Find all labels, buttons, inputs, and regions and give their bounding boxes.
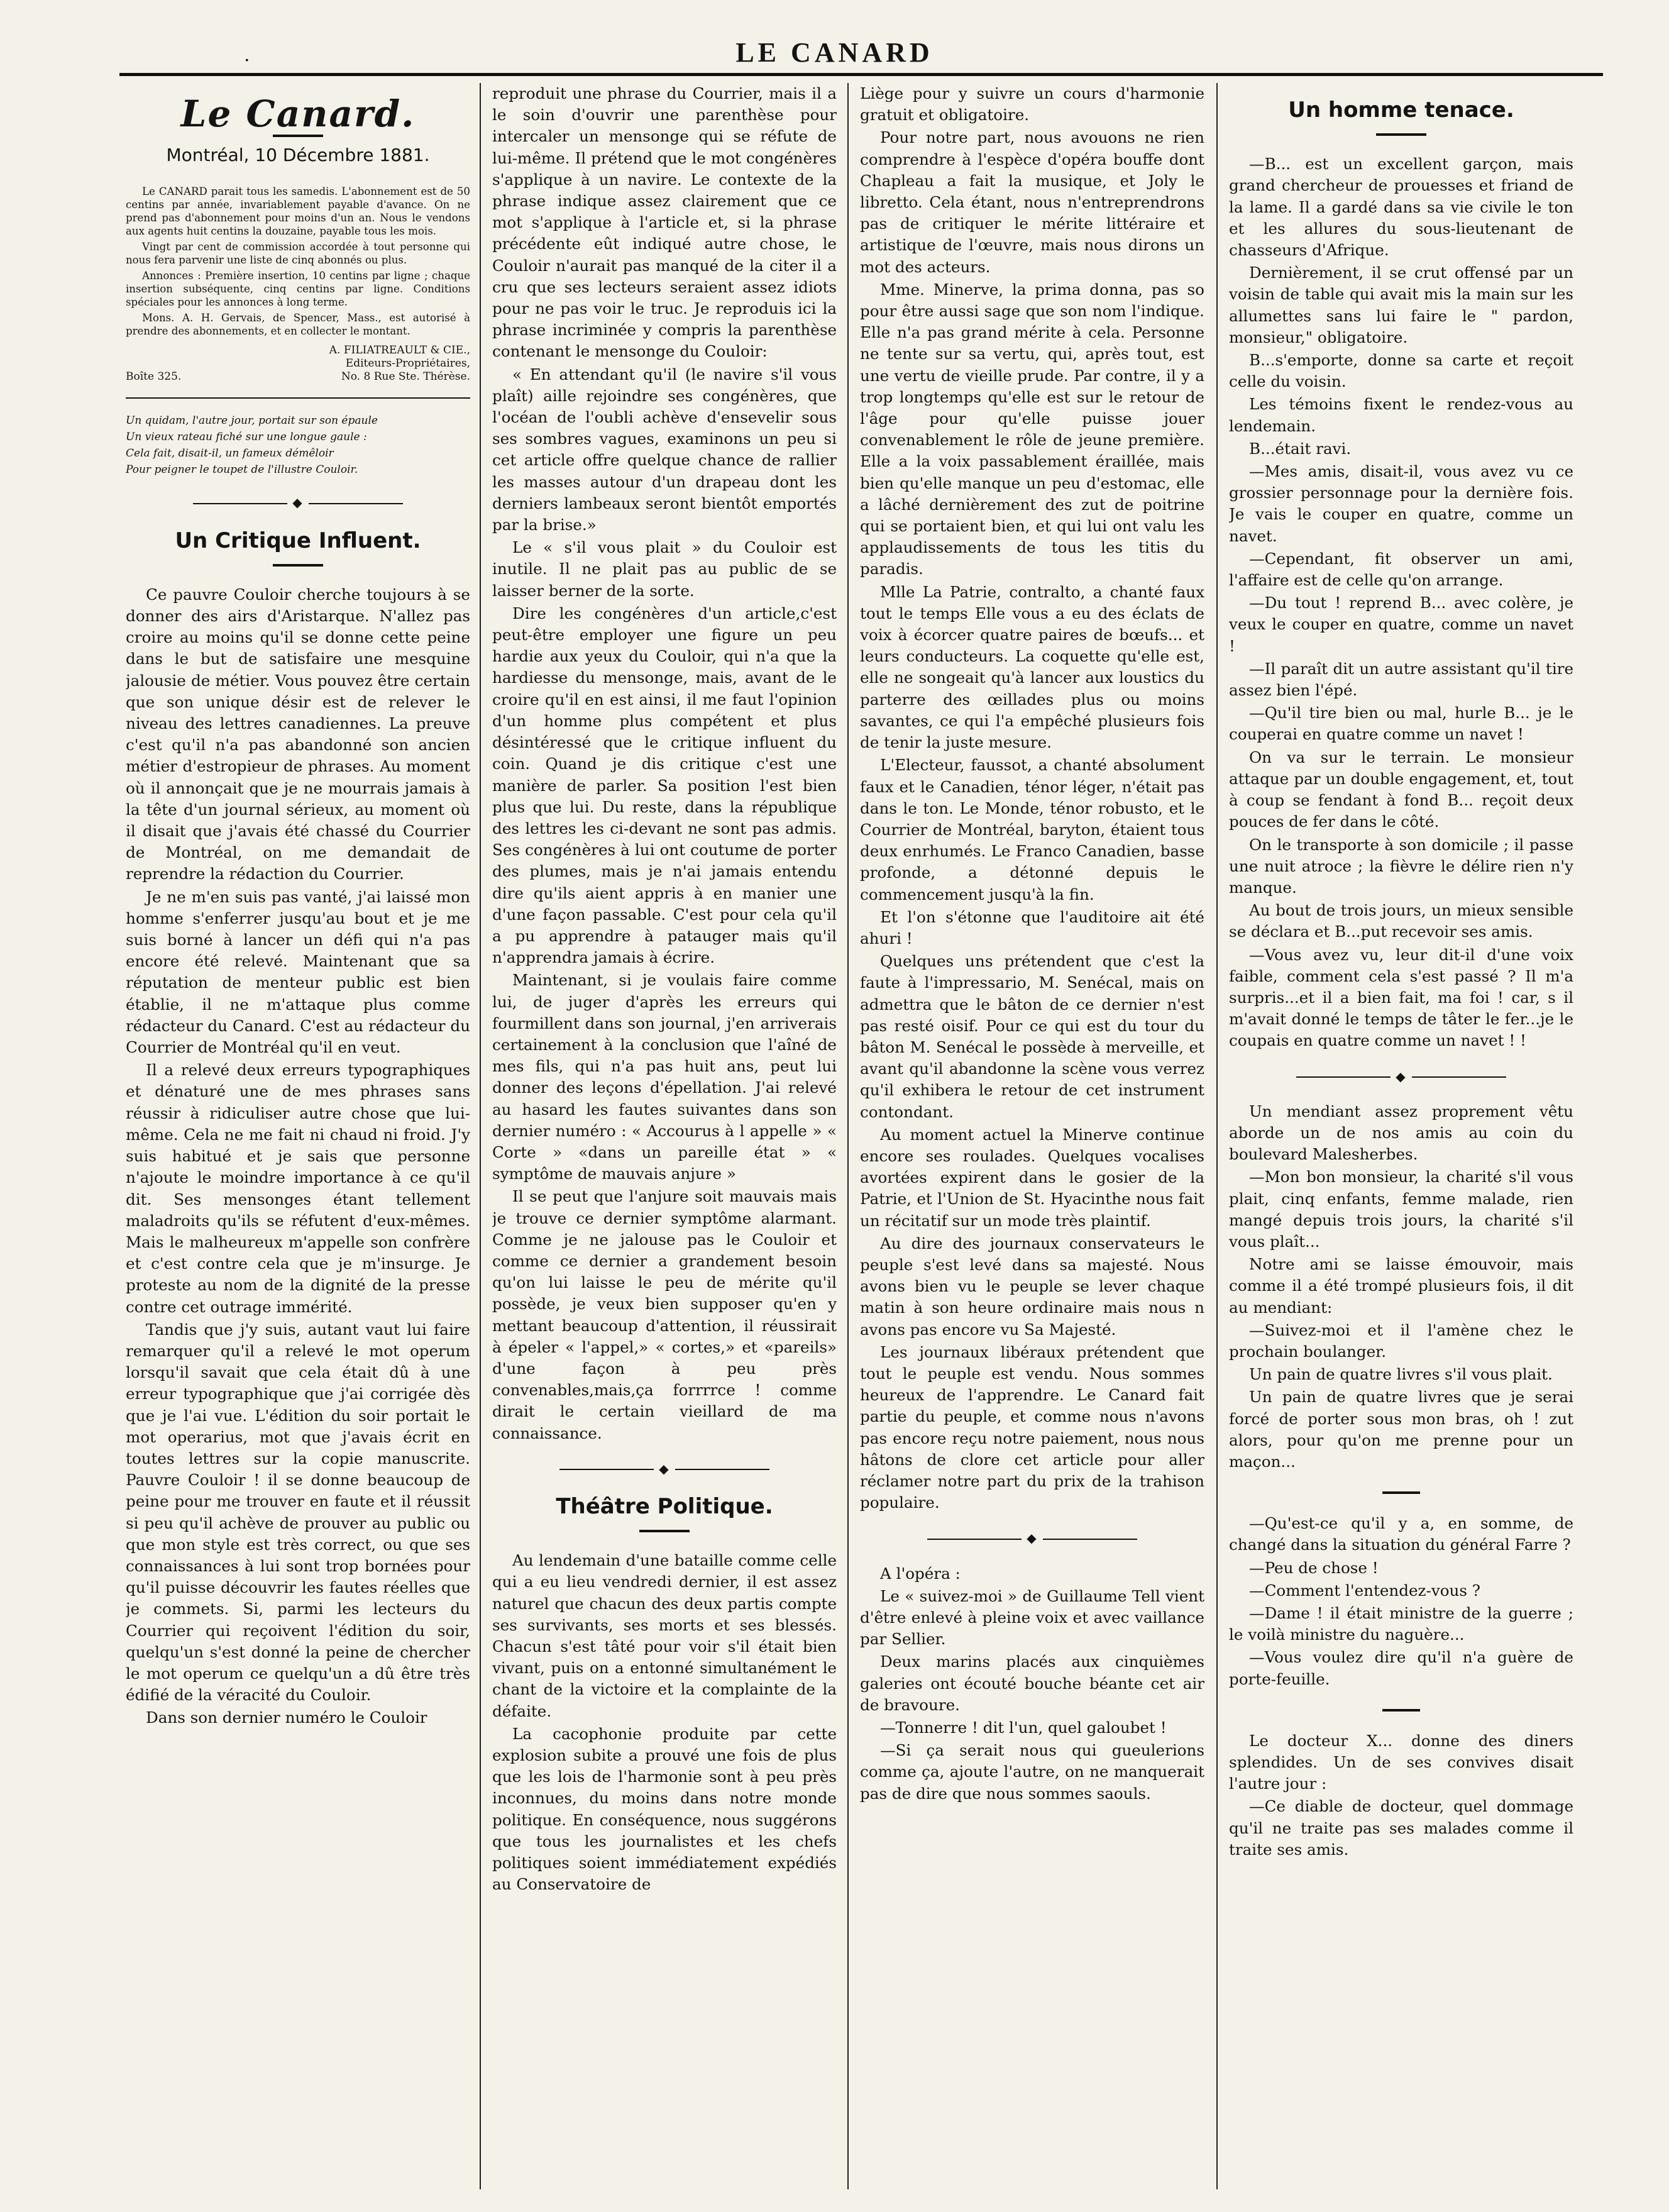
article-paragraph: Et l'on s'étonne que l'auditoire ait été ahuri ! bbox=[860, 907, 1204, 948]
article-paragraph: Le docteur X... donne des diners splendides. Un de ses convives disait l'autre jour : bbox=[1229, 1731, 1573, 1793]
article-paragraph: Les journaux libéraux prétendent que tout le peuple est vendu. Nous sommes heureux de l'apprendre. Le Canard fait partie du peuple, et comme nous n'avons pas encore reçu notre paiement, nous nous hâtons de clore cet article pour aller réclamer notre part du prix de la trahison populaire. bbox=[860, 1342, 1204, 1512]
ornament-divider: ◆ bbox=[1229, 1066, 1573, 1087]
paper-title: Le Canard. bbox=[180, 92, 416, 135]
notice-paragraph: Vingt par cent de commission accordée à tout personne qui nous fera parvenir une liste de cinq abonnés ou plus. bbox=[126, 241, 470, 267]
article-paragraph: Il a relevé deux erreurs typographiques et dénaturé une de mes phrases sans réussir à ridiculiser autre chose que lui-même. Cela ne me fait ni chaud ni froid. J'y suis habitué et je sais que personne n'ajoute le moindre importance à ce qu'il dit. Ses mensonges étant tellement maladroits qu'ils se réfutent d'eux-mêmes. Mais le malheureux m'appelle son confrère et c'est contre cela que je m'insurge. Je proteste au nom de la dignité de la presse contre cet outrage immérité. bbox=[126, 1061, 470, 1316]
article-paragraph: Il se peut que l'anjure soit mauvais mais je trouve ce dernier symptôme alarmant. Comme je ne jalouse pas le Couloir et comme ce dernier a grandement besoin qu'on lui laisse le peu de mérite qu'il possède, je veux bien supposer qu'en y mettant beaucoup d'attention, il réussirait à épeler « l'appel,» « cortes,» et «pareils» d'une façon à peu près convenables,mais,ça forrrrce ! comme dirait le certain vieillard de ma connaissance. bbox=[492, 1187, 837, 1442]
article-paragraph: —B... est un excellent garçon, mais grand chercheur de prouesses et friand de la lame. Il a gardé dans sa vie civile le ton et les allures du sous-lieutenant de chasseurs d'Afrique. bbox=[1229, 155, 1573, 260]
article-paragraph: L'Electeur, faussot, a chanté absolument faux et le Canadien, ténor léger, n'était pas dans le ton. Le Monde, ténor robusto, et le Courrier de Montréal, baryton, étaient tous deux enrhumés. Le Franco Canadien, basse profonde, a détonné depuis le commencement jusqu'à la fin. bbox=[860, 756, 1204, 904]
title-underline bbox=[1376, 133, 1426, 136]
notice-paragraph: Annonces : Première insertion, 10 centins par ligne ; chaque insertion subséquente, cinq centins par ligne. Conditions spéciales pour les annonces à long terme. bbox=[126, 270, 470, 309]
column-1 bbox=[126, 83, 470, 2189]
article-paragraph: « En attendant qu'il (le navire s'il vous plaît) aille rejoindre ses congénères, que l'océan de l'oubli achève d'ensevelir sous ses sombres vagues, examinons un peu si cet article offre quelque chance de rallier les masses autour d'un drapeau dont les derniers lambeaux seront bientôt emportés par la brise.» bbox=[492, 365, 837, 534]
article-paragraph: Le « s'il vous plait » du Couloir est inutile. Il ne plait pas au public de se laisser berner de la sorte. bbox=[492, 538, 837, 600]
article-paragraph: Tandis que j'y suis, autant vaut lui faire remarquer qu'il a relevé le mot operum lorsqu'il savait que cela était dû à une erreur typographique que j'ai corrigée dès que je l'ai vue. L'édition du soir portait le mot operarius, mot que j'avais écrit en toutes lettres sur la copie manuscrite. Pauvre Couloir ! il se donne beaucoup de peine pour me trouver en faute et il réussit si peu qu'il achève de prouver au public ou que mon style est très correct, ou que ses connaissances à lui sont trop bornées pour qu'il puisse découvrir les fautes réelles que je commets. Si, parmi les lecteurs du Courrier qui reçoivent l'édition du soir, quelqu'un s'est donné la peine de chercher le mot operum ce quelqu'un a dû être très édifié de la véracité du Couloir. bbox=[126, 1320, 470, 1705]
title-underline bbox=[639, 1530, 690, 1532]
article-paragraph: —Comment l'entendez-vous ? bbox=[1249, 1581, 1480, 1600]
divider bbox=[126, 397, 470, 399]
title-underline bbox=[273, 564, 323, 567]
article-paragraph: Je ne m'en suis pas vanté, j'ai laissé mon homme s'enferrer jusqu'au bout et je me suis borné à lancer un défi qui n'a pas encore été relevé. Maintenant que sa réputation de menteur public est bien établie, il ne m'attaque plus comme rédacteur du Canard. C'est au rédacteur du Courrier de Montréal qu'il en veut. bbox=[126, 887, 470, 1057]
article-paragraph: Dans son dernier numéro le Couloir bbox=[146, 1708, 427, 1727]
article-paragraph: —Peu de chose ! bbox=[1249, 1558, 1379, 1577]
poem-line: Cela fait, disait-il, un fameux démêloir bbox=[126, 447, 334, 460]
article-paragraph: Dernièrement, il se crut offensé par un voisin de table qui avait mis la main sur les allumettes sans lui faire le " pardon, monsieur," obligatoire. bbox=[1229, 263, 1573, 346]
article-paragraph: Quelques uns prétendent que c'est la faute à l'impressario, M. Senécal, mais on admettra que le bâton de ce dernier n'est pas resté oisif. Pour ce qui est du tour du bâton M. Senécal le possède à merveille, et avant qu'il abandonne la scène vous verrez qu'il exhibera le retour de cet instrument contondant. bbox=[860, 952, 1204, 1121]
poem-line: Un vieux rateau fiché sur une longue gaule : bbox=[126, 431, 367, 444]
article-paragraph: —Vous avez vu, leur dit-il d'une voix faible, comment cela s'est passé ? Il m'a surpris...et il a bien fait, ma foi ! car, s il m'avait donné le temps de tâter le fer...je le coupais en quatre comme un navet ! ! bbox=[1229, 945, 1573, 1050]
article-paragraph: A l'opéra : bbox=[880, 1564, 961, 1583]
column-3 bbox=[860, 83, 1204, 2189]
article-paragraph: —Du tout ! reprend B... avec colère, je veux le couper en quatre, comme un navet ! bbox=[1229, 594, 1573, 655]
publisher-role: Editeurs-Propriétaires, bbox=[345, 357, 470, 370]
article-paragraph: —Mon bon monsieur, la charité s'il vous plait, cinq enfants, femme malade, rien mangé depuis trois jours, la charité s'il vous plaît... bbox=[1229, 1168, 1573, 1251]
article-title: Un Critique Influent. bbox=[175, 528, 421, 553]
article-paragraph: On va sur le terrain. Le monsieur attaque par un double engagement, et, tout à coup se fendant à fond B... reçoit deux pouces de fer dans le côté. bbox=[1229, 748, 1573, 831]
ornament-divider: ◆ bbox=[492, 1458, 837, 1479]
postal-box: Boîte 325. bbox=[126, 370, 182, 384]
article-paragraph: —Suivez-moi et il l'amène chez le prochain boulanger. bbox=[1229, 1320, 1573, 1361]
article-paragraph: reproduit une phrase du Courrier, mais il a le soin d'ouvrir une parenthèse pour intercaler un mensonge qui se réfute de lui-même. Il prétend que le mot congénères s'applique à un navire. Le contexte de la phrase indique assez clairement que ce mot s'applique à l'article et, si la phrase précédente eût indiqué autre chose, le Couloir n'aurait pas manqué de la citer il a cru que ses lecteurs seraient assez idiots pour ne pas voir le truc. Je reproduis ici la phrase incriminée y compris la parenthèse contenant le mensonge du Couloir: bbox=[492, 84, 837, 361]
column-2 bbox=[492, 83, 837, 2189]
article-paragraph: —Tonnerre ! dit l'un, quel galoubet ! bbox=[880, 1718, 1167, 1737]
article-paragraph: On le transporte à son domicile ; il passe une nuit atroce ; la fièvre le délire rien n'y manque. bbox=[1229, 835, 1573, 897]
column-rule bbox=[1216, 83, 1218, 2189]
article-paragraph: Maintenant, si je voulais faire comme lui, de juger d'après les erreurs qui fourmillent dans son journal, j'en arriverais certainement à la conclusion que l'aîné de mes fils, qui n'a pas huit ans, peut lui donner des leçons d'épellation. J'ai relevé au hasard les fautes suivantes dans son dernier numéro : « Accourus à l appelle » « Corte » «dans un pareille état » « symptôme de mauvais anjure » bbox=[492, 971, 837, 1183]
top-rule bbox=[119, 73, 1603, 76]
notice-paragraph: Mons. A. H. Gervais, de Spencer, Mass., est autorisé à prendre des abonnements, et en collecter le montant. bbox=[126, 312, 470, 338]
poem-line: Un quidam, l'autre jour, portait sur son épaule bbox=[126, 414, 378, 428]
ornament-divider: ◆ bbox=[126, 492, 470, 513]
article-paragraph: Un pain de quatre livres que je serai forcé de porter sous mon bras, oh ! zut alors, pour qu'on me prenne pour un maçon... bbox=[1229, 1388, 1573, 1471]
epigram-poem bbox=[126, 412, 470, 478]
article-paragraph: —Qu'il tire bien ou mal, hurle B... je le couperai en quatre comme un navet ! bbox=[1229, 704, 1573, 744]
article-paragraph: Au bout de trois jours, un mieux sensible se déclara et B...put recevoir ses amis. bbox=[1229, 901, 1573, 941]
article-paragraph: B...s'emporte, donne sa carte et reçoit celle du voisin. bbox=[1229, 351, 1573, 391]
article-paragraph: Au lendemain d'une bataille comme celle qui a eu lieu vendredi dernier, il est assez naturel que chacun des deux partis compte ses survivants, ses morts et ses blessés. Chacun s'est tâté pour voir s'il était bien vivant, puis on a entonné simultanément le chant de la victoire et la complainte de la défaite. bbox=[492, 1551, 837, 1720]
article-paragraph: —Mes amis, disait-il, vous avez vu ce grossier personnage pour la dernière fois. Je vais le couper en quatre, comme un navet. bbox=[1229, 462, 1573, 545]
article-paragraph: —Vous voulez dire qu'il n'a guère de porte-feuille. bbox=[1229, 1648, 1573, 1688]
notice-paragraph: Le CANARD parait tous les samedis. L'abonnement est de 50 centins par année, invariablement payable d'avance. On ne prend pas d'abonnement pour moins d'un an. Nous le vendons aux agents huit centins la douzaine, payable tous les mois. bbox=[126, 185, 470, 238]
article-paragraph: —Il paraît dit un autre assistant qu'il tire assez bien l'épé. bbox=[1229, 659, 1573, 700]
subscription-notice bbox=[126, 185, 470, 338]
column-rule bbox=[480, 83, 481, 2189]
article-paragraph: Au dire des journaux conservateurs le peuple s'est levé dans sa majesté. Nous avons bien vu le peuple se lever chaque matin à son heure ordinaire mais nous n avons pas encore vu Sa Majesté. bbox=[860, 1234, 1204, 1339]
article-paragraph: Le « suivez-moi » de Guillaume Tell vient d'être enlevé à pleine voix et avec vaillance par Sellier. bbox=[860, 1586, 1204, 1649]
article-paragraph: Notre ami se laisse émouvoir, mais comme il a été trompé plusieurs fois, il dit au mendiant: bbox=[1229, 1255, 1573, 1317]
short-divider bbox=[1382, 1491, 1420, 1494]
short-divider bbox=[1382, 1709, 1420, 1712]
article-title: Théâtre Politique. bbox=[556, 1494, 773, 1519]
article-paragraph: —Ce diable de docteur, quel dommage qu'il ne traite pas ses malades comme il traite ses amis. bbox=[1229, 1797, 1573, 1859]
article-title: Un homme tenace. bbox=[1288, 97, 1514, 123]
publisher-address: No. 8 Rue Ste. Thérèse. bbox=[341, 370, 470, 384]
article-paragraph: Mlle La Patrie, contralto, a chanté faux tout le temps Elle vous a eu des éclats de voix à écorcer quatre paires de bœufs... et leurs conducteurs. La coquette qu'elle est, elle ne songeait qu'à lancer aux loustics du parterre des œillades plus ou moins savantes, ce qui l'a empêché plusieurs fois de tenir la juste mesure. bbox=[860, 582, 1204, 752]
page-dot: . bbox=[244, 44, 250, 66]
publisher-block bbox=[126, 344, 470, 384]
column-rule bbox=[847, 83, 849, 2189]
article-paragraph: Les témoins fixent le rendez-vous au lendemain. bbox=[1229, 395, 1573, 435]
article-paragraph: —Cependant, fit observer un ami, l'affaire est de celle qu'on arrange. bbox=[1229, 549, 1573, 590]
publisher-name: A. FILIATREAULT & CIE., bbox=[329, 344, 470, 357]
poem-line: Pour peigner le toupet de l'illustre Couloir. bbox=[126, 463, 358, 477]
article-paragraph: Un mendiant assez proprement vêtu aborde un de nos amis au coin du boulevard Malesherbes. bbox=[1229, 1102, 1573, 1164]
article-paragraph: —Qu'est-ce qu'il y a, en somme, de changé dans la situation du général Farre ? bbox=[1229, 1514, 1573, 1554]
article-paragraph: B...était ravi. bbox=[1249, 439, 1352, 458]
article-paragraph: —Si ça serait nous qui gueulerions comme ça, ajoute l'autre, on ne manquerait pas de dire que nous sommes saouls. bbox=[860, 1741, 1204, 1803]
ornament-divider: ◆ bbox=[860, 1527, 1204, 1549]
issue-date: Montréal, 10 Décembre 1881. bbox=[166, 145, 430, 166]
article-paragraph: Dire les congénères d'un article,c'est peut-être employer une figure un peu hardie aux yeux du Couloir, qui n'a que la hardiesse du mensonge, mais, avant de le croire qu'il en est ainsi, il me faut l'opinion d'un homme plus compétent et plus désintéressé que le critique influent du coin. Quand je dis critique c'est une manière de parler. Sa position l'est bien plus que lui. Du reste, dans la république des lettres les ci-devant ne sont pas admis. Ses congénères à lui ont coutume de porter des plumes, mais je n'ai jamais entendu dire qu'ils aient appris à en manier une d'une façon passable. C'est pour cela qu'il a pu apprendre à patauger mais qu'il n'apprendra jamais à écrire. bbox=[492, 604, 837, 967]
masthead: LE CANARD bbox=[735, 37, 934, 68]
article-paragraph: Pour notre part, nous avouons ne rien comprendre à l'espèce d'opéra bouffe dont Chapleau a fait la musique, et Joly le libretto. Cela étant, nous n'entreprendrons pas de critiquer le mérite littéraire et artistique de l'œuvre, mais nous dirons un mot des acteurs. bbox=[860, 128, 1204, 276]
article-paragraph: La cacophonie produite par cette explosion subite a prouvé une fois de plus que les lois de l'harmonie sont à peu près inconnues, du moins dans notre monde politique. En conséquence, nous suggérons que tous les journalistes et les chefs politiques soient immédiatement expédiés au Conservatoire de bbox=[492, 1724, 837, 1894]
article-paragraph: Au moment actuel la Minerve continue encore ses roulades. Quelques vocalises avortées expirent dans le gosier de la Patrie, et l'Union de St. Hyacinthe nous fait un récitatif sur un mode très plaintif. bbox=[860, 1125, 1204, 1230]
article-paragraph: —Dame ! il était ministre de la guerre ; le voilà ministre du naguère... bbox=[1229, 1604, 1573, 1644]
article-paragraph: Un pain de quatre livres s'il vous plait. bbox=[1249, 1365, 1553, 1384]
column-4 bbox=[1229, 83, 1573, 2189]
article-paragraph: Mme. Minerve, la prima donna, pas so pour être aussi sage que son nom l'indique. Elle n'a pas grand mérite à cela. Personne ne tente sur sa vertu, qui, après tout, est une vertu de vieille prude. Par contre, il y a trop longtemps qu'elle est sur le retour de l'âge pour qu'elle puisse jouer convenablement le rôle de jeune première. Elle a la voix passablement éraillée, mais bien qu'elle manque un peu d'estomac, elle a lâché dernièrement des zut de poitrine qui se portaient bien, et qui lui ont valu les applaudissements de tous les titis du paradis. bbox=[860, 280, 1204, 578]
article-paragraph: Deux marins placés aux cinquièmes galeries ont écouté bouche béante cet air de bravoure. bbox=[860, 1652, 1204, 1714]
article-paragraph: Liège pour y suivre un cours d'harmonie gratuit et obligatoire. bbox=[860, 84, 1204, 124]
article-paragraph: Ce pauvre Couloir cherche toujours à se donner des airs d'Aristarque. N'allez pas croire au moins qu'il se donne cette peine dans le but de satisfaire une mesquine jalousie de métier. Vous pouvez être certain que son unique désir est de relever le niveau des lettres canadiennes. La preuve c'est qu'il n'a pas abandonné son ancien métier d'estropieur de phrases. Au moment où il annonçait que je ne mourrais jamais à la tête d'un journal sérieux, au moment où il disait que j'avais été chassé du Courrier de Montréal, on me demandait de reprendre la rédaction du Courrier. bbox=[126, 585, 470, 883]
